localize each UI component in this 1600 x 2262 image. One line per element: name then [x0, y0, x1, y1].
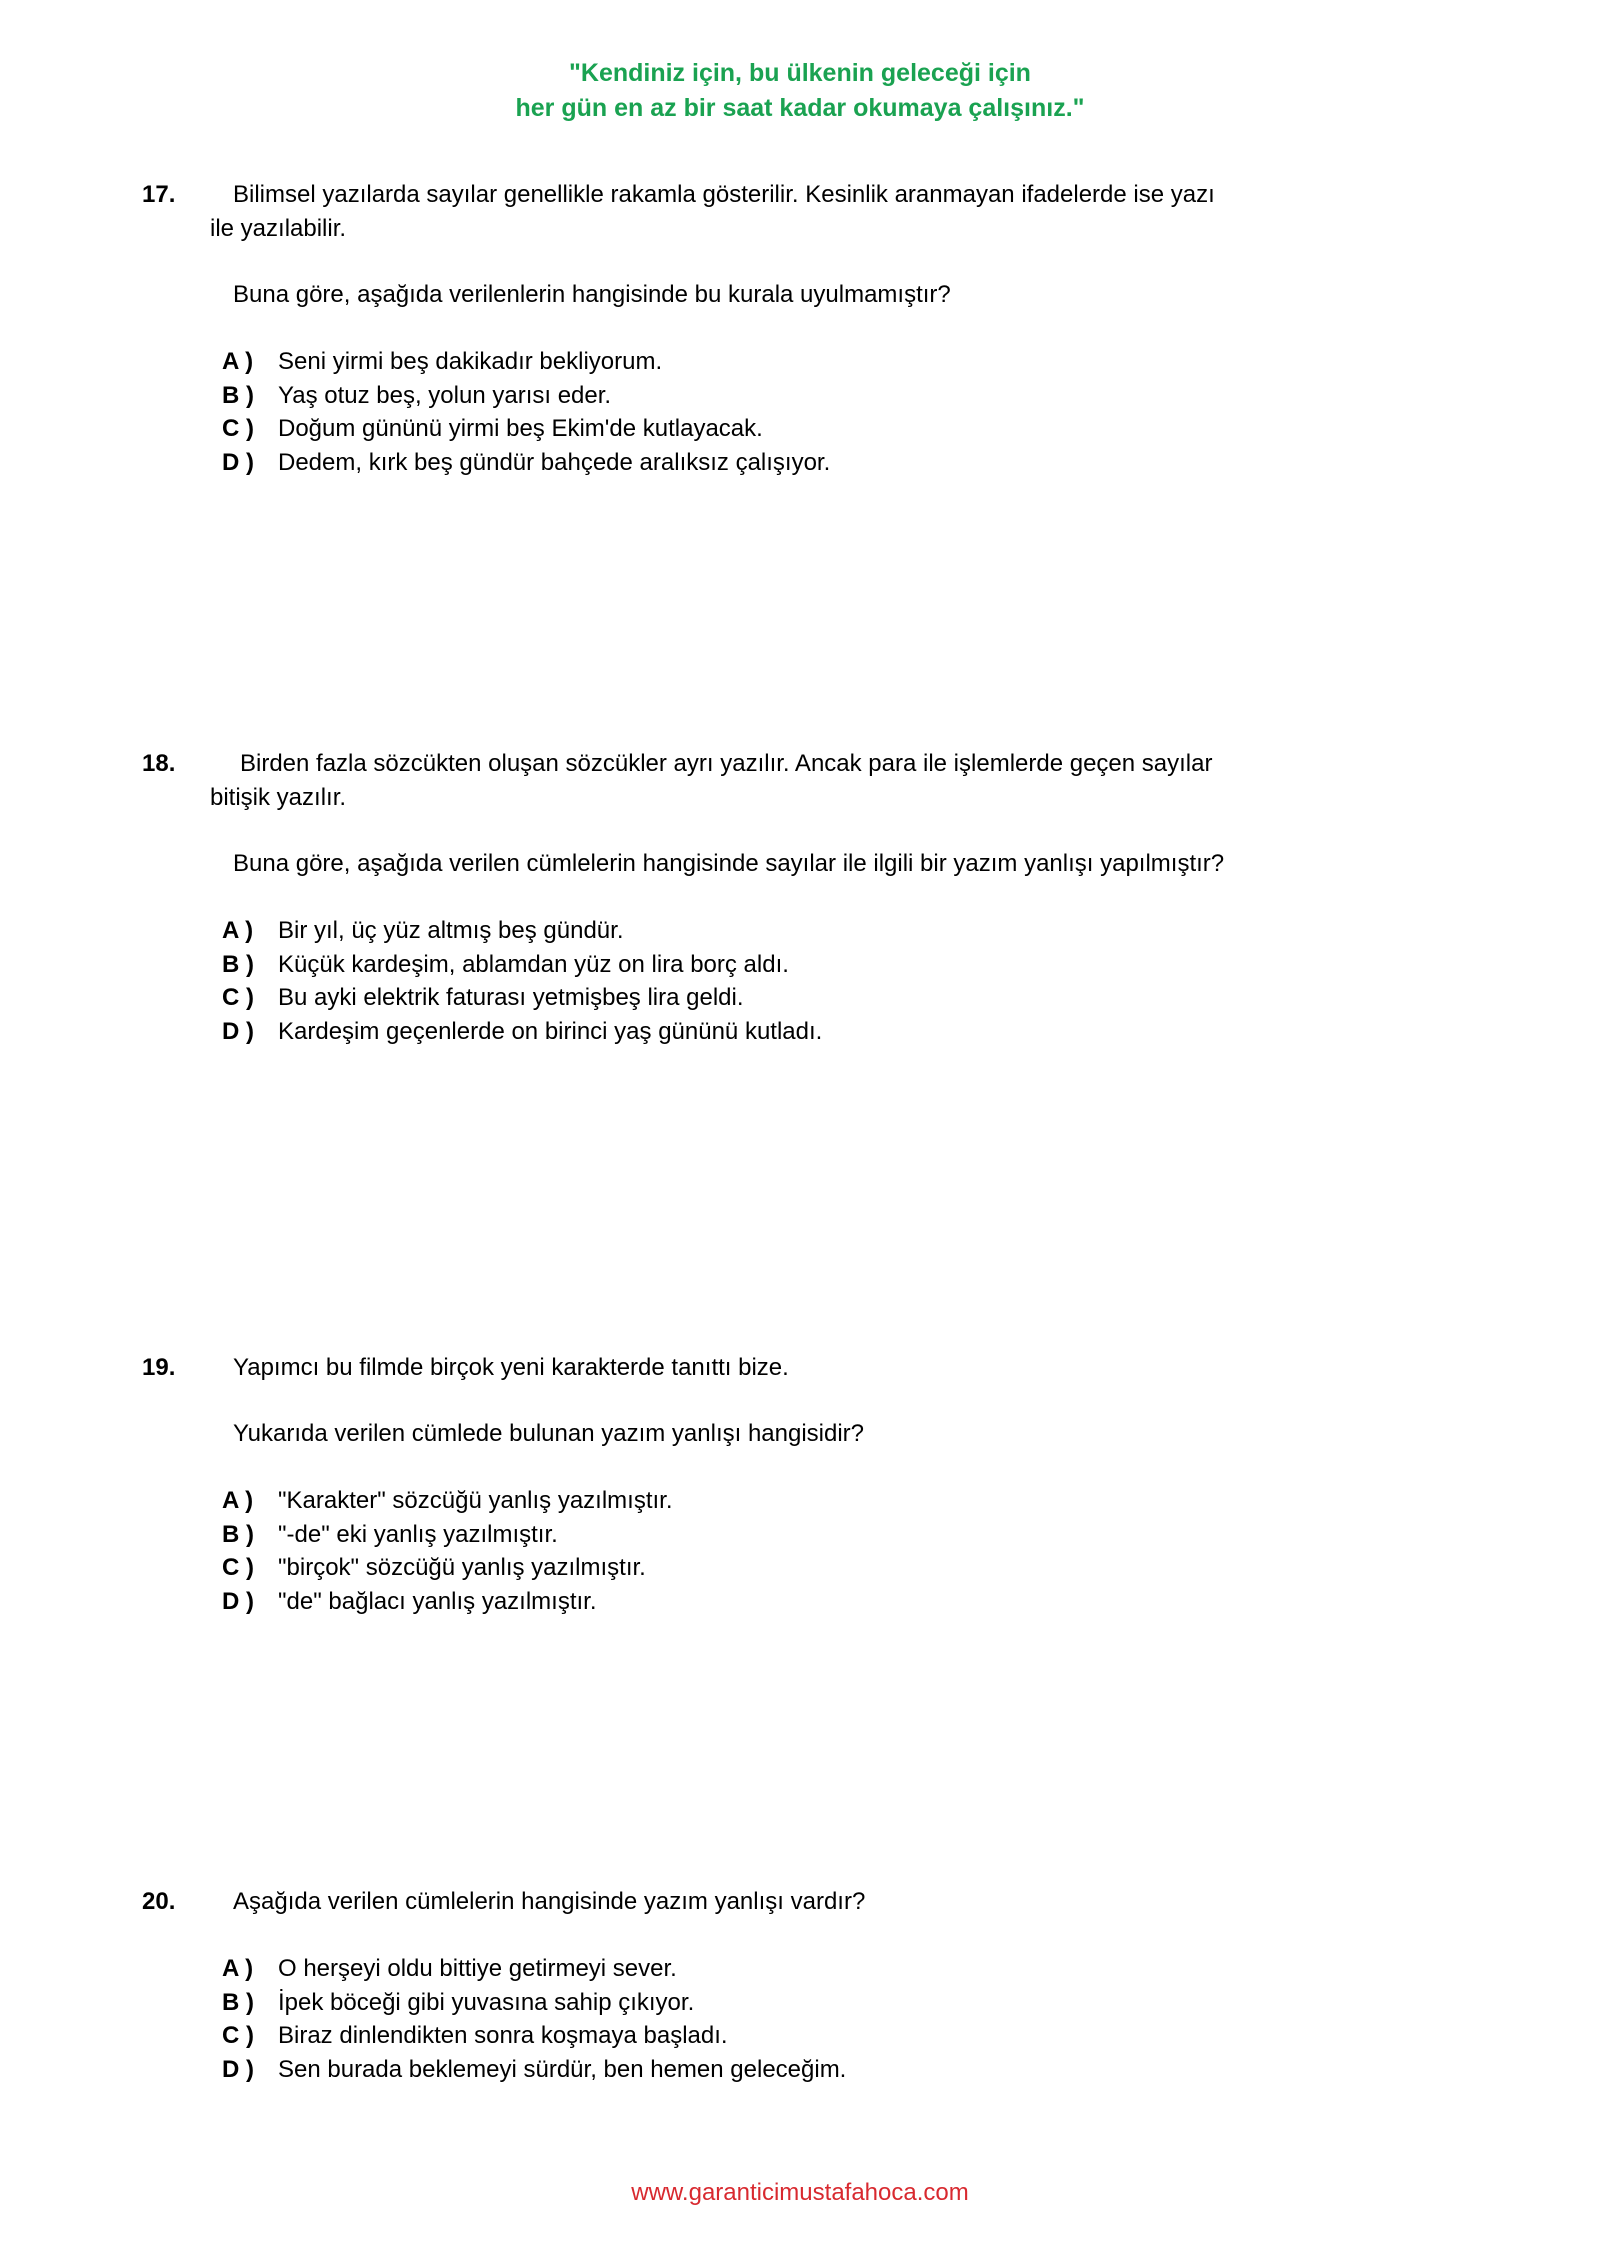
question-prompt: Buna göre, aşağıda verilen cümlelerin hangisinde sayılar ile ilgili bir yazım yanlışı yapılmıştır? — [233, 850, 1225, 877]
option-letter: B ) — [222, 1988, 254, 2016]
option-b[interactable] — [222, 1518, 673, 1552]
question-stem — [210, 1885, 1350, 1919]
option-letter: A ) — [222, 1955, 254, 1982]
option-d[interactable] — [222, 446, 830, 480]
question-prompt: Yukarıda verilen cümlede bulunan yazım yanlışı hangisidir? — [233, 1420, 865, 1447]
option-c[interactable] — [222, 412, 830, 446]
option-c[interactable] — [222, 981, 822, 1015]
option-b[interactable] — [222, 948, 822, 982]
option-d[interactable] — [222, 2053, 846, 2087]
question-number: 18. — [142, 750, 176, 777]
option-letter: C ) — [222, 2022, 254, 2049]
option-a[interactable] — [222, 914, 822, 948]
option-text: "birçok" sözcüğü yanlış yazılmıştır. — [278, 1554, 646, 1581]
option-text: Dedem, kırk beş gündür bahçede aralıksız çalışıyor. — [278, 448, 831, 476]
header-quote-line-1: "Kendiniz için, bu ülkenin geleceği için — [569, 59, 1031, 87]
question-number: 20. — [142, 1888, 176, 1915]
option-letter: D ) — [222, 448, 254, 476]
option-letter: B ) — [222, 1520, 254, 1548]
question-stem — [210, 178, 1350, 246]
option-letter: C ) — [222, 415, 254, 442]
option-letter: D ) — [222, 2055, 254, 2083]
option-d[interactable] — [222, 1585, 673, 1619]
option-letter: C ) — [222, 984, 254, 1011]
option-letter: C ) — [222, 1554, 254, 1581]
answer-options — [222, 1952, 846, 2086]
option-c[interactable] — [222, 2019, 846, 2053]
option-text: İpek böceği gibi yuvasına sahip çıkıyor. — [278, 1988, 695, 2016]
option-letter: B ) — [222, 950, 254, 978]
question-stem-line-1: Aşağıda verilen cümlelerin hangisinde yazım yanlışı vardır? — [233, 1888, 866, 1915]
option-text: Seni yirmi beş dakikadır bekliyorum. — [278, 348, 663, 375]
option-c[interactable] — [222, 1551, 673, 1585]
option-text: Yaş otuz beş, yolun yarısı eder. — [278, 381, 612, 409]
option-letter: B ) — [222, 381, 254, 409]
answer-options — [222, 1484, 673, 1618]
answer-options — [222, 914, 822, 1048]
option-letter: A ) — [222, 348, 254, 375]
question-stem-line-1: Yapımcı bu filmde birçok yeni karakterde tanıttı bize. — [233, 1354, 789, 1381]
question-number: 17. — [142, 181, 176, 208]
header-quote — [0, 56, 1600, 126]
question-number: 19. — [142, 1354, 176, 1381]
option-text: "Karakter" sözcüğü yanlış yazılmıştır. — [278, 1487, 673, 1514]
option-text: Küçük kardeşim, ablamdan yüz on lira borç aldı. — [278, 950, 789, 978]
question-stem — [210, 1351, 1350, 1385]
option-letter: D ) — [222, 1587, 254, 1615]
question-stem-line-1: Birden fazla sözcükten oluşan sözcükler ayrı yazılır. Ancak para ile işlemlerde geçen sayılar — [240, 750, 1213, 777]
footer-website-link[interactable]: www.garanticimustafahoca.com — [631, 2179, 969, 2206]
option-b[interactable] — [222, 1986, 846, 2020]
option-text: Biraz dinlendikten sonra koşmaya başladı. — [278, 2022, 728, 2049]
option-d[interactable] — [222, 1015, 822, 1049]
option-letter: D ) — [222, 1017, 254, 1045]
option-text: Kardeşim geçenlerde on birinci yaş gününü kutladı. — [278, 1017, 823, 1045]
option-text: "de" bağlacı yanlış yazılmıştır. — [278, 1587, 597, 1615]
option-a[interactable] — [222, 1484, 673, 1518]
option-text: Bir yıl, üç yüz altmış beş gündür. — [278, 917, 624, 944]
option-text: Sen burada beklemeyi sürdür, ben hemen geleceğim. — [278, 2055, 847, 2083]
question-stem — [210, 747, 1350, 815]
option-b[interactable] — [222, 379, 830, 413]
question-stem-line-2: ile yazılabilir. — [210, 215, 347, 242]
option-letter: A ) — [222, 1487, 254, 1514]
option-text: O herşeyi oldu bittiye getirmeyi sever. — [278, 1955, 677, 1982]
option-text: Bu ayki elektrik faturası yetmişbeş lira geldi. — [278, 984, 744, 1011]
question-stem-line-2: bitişik yazılır. — [210, 784, 347, 811]
option-text: "-de" eki yanlış yazılmıştır. — [278, 1520, 558, 1548]
option-a[interactable] — [222, 345, 830, 379]
question-stem-line-1: Bilimsel yazılarda sayılar genellikle rakamla gösterilir. Kesinlik aranmayan ifadelerde ise yazı — [233, 181, 1215, 208]
option-a[interactable] — [222, 1952, 846, 1986]
header-quote-line-2: her gün en az bir saat kadar okumaya çalışınız." — [515, 94, 1085, 122]
answer-options — [222, 345, 830, 479]
option-letter: A ) — [222, 917, 254, 944]
question-prompt: Buna göre, aşağıda verilenlerin hangisinde bu kurala uyulmamıştır? — [233, 281, 951, 308]
option-text: Doğum gününü yirmi beş Ekim'de kutlayacak. — [278, 415, 763, 442]
